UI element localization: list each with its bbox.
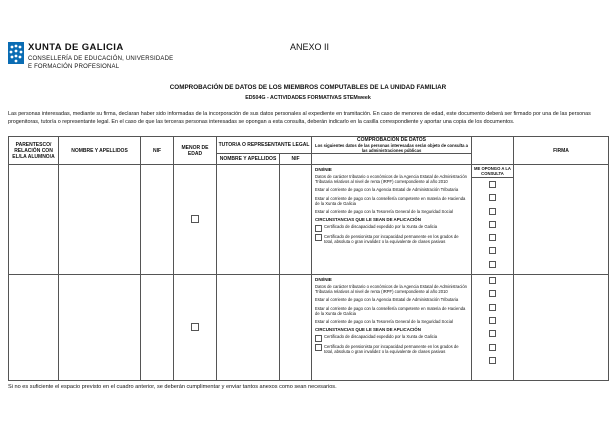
header-nombre: NOMBRE Y APELLIDOS — [59, 137, 141, 165]
oponer-cell — [472, 165, 514, 275]
consents-cell — [312, 165, 472, 275]
document-title: COMPROBACIÓN DE DATOS DE LOS MIEMBROS COMPUTABLES DE LA UNIDAD FAMILIAR — [169, 84, 447, 91]
header-tutor-nombre: NOMBRE Y APELLIDOS — [217, 154, 280, 165]
tutor-nombre-cell[interactable] — [217, 165, 280, 275]
oponer-header: ME OPONGO A LA CONSULTA — [472, 165, 513, 178]
footer-note: Si no es suficiente el espacio previsto en el cuadro anterior, se deberán cumplimentar y enviar tantos anexos como sean necesarios. — [8, 384, 337, 390]
cert-discapacidad-checkbox[interactable] — [315, 335, 322, 342]
oponer-checkbox[interactable] — [489, 330, 496, 337]
header-comprobacion-sub: Los siguientes datos de las personas interesadas serán objeto de consulta a las administraciones públicas — [315, 143, 468, 153]
oponer-checkbox[interactable] — [489, 290, 496, 297]
circumstances-label: CIRCUNSTANCIAS QUE LE SEAN DE APLICACIÓN — [315, 217, 421, 223]
oponer-checkbox[interactable] — [489, 234, 496, 241]
tutor-nombre-cell[interactable] — [217, 275, 280, 381]
consent-aeat: Estar al corriente de pago con la Agencia Estatal de Administración Tributaria — [315, 297, 459, 303]
consent-hacienda: Estar al corriente de pago con la consellería competente en materia de Hacienda de la Xunta de Galicia — [315, 305, 466, 316]
nif-cell[interactable] — [141, 275, 174, 381]
parentesco-cell[interactable] — [9, 275, 59, 381]
oponer-checkbox[interactable] — [489, 247, 496, 254]
header-oponer-spacer — [472, 137, 514, 165]
document-subtitle: ED504G - ACTIVIDADES FORMATIVAS STEMweek — [245, 95, 371, 101]
family-members-table — [8, 136, 609, 381]
header-tutor-nif: NIF — [280, 154, 312, 165]
annex-label: ANEXO II — [290, 42, 330, 52]
consent-hacienda: Estar al corriente de pago con la consellería competente en materia de Hacienda de la Xunta de Galicia — [315, 195, 466, 206]
member-row-2 — [9, 275, 609, 381]
nombre-cell[interactable] — [59, 165, 141, 275]
cert-pensionista-label: Certificado de pensionista por incapacidad permanente en los grados de total, absoluta o gran invalidez o la equivalente de clases pasivas — [324, 343, 459, 354]
header-menor: MENOR DE EDAD — [174, 137, 217, 165]
member-row-1 — [9, 165, 609, 275]
consent-ss: Estar al corriente de pago con la Tesorería General de la Seguridad Social — [315, 209, 453, 215]
oponer-checkbox[interactable] — [489, 317, 496, 324]
intro-paragraph: Las personas interesadas, mediante su firma, declaran haber sido informadas de la incorporación de sus datos personales al expediente en tramitación. En caso de menores de edad, este documento deberá ser firmado por una de las personas progenitoras, tutor/a o representante legal. En el caso de que las terceras personas interesadas se opongan a esta consulta, deberán indicarlo en la casilla correspondiente y aportar una copia de los documentos. — [8, 111, 591, 125]
parentesco-cell[interactable] — [9, 165, 59, 275]
nif-cell[interactable] — [141, 165, 174, 275]
header-comprobacion — [312, 137, 472, 154]
firma-cell[interactable] — [514, 165, 609, 275]
oponer-checkbox[interactable] — [489, 357, 496, 364]
cert-pensionista-checkbox[interactable] — [315, 234, 322, 241]
cert-discapacidad-label: Certificado de discapacidad expedido por la Xunta de Galicia — [324, 334, 438, 340]
menor-cell — [174, 275, 217, 381]
cert-pensionista-label: Certificado de pensionista por incapacidad permanente en los grados de total, absoluta o gran invalidez o la equivalente de clases pasivas — [324, 233, 459, 244]
tutor-nif-cell[interactable] — [280, 275, 312, 381]
oponer-checkbox[interactable] — [489, 261, 496, 268]
consent-aeat: Estar al corriente de pago con la Agencia Estatal de Administración Tributaria — [315, 187, 459, 193]
oponer-checkbox[interactable] — [489, 181, 496, 188]
xunta-logo — [8, 42, 24, 64]
cert-pensionista-checkbox[interactable] — [315, 344, 322, 351]
menor-cell — [174, 165, 217, 275]
header-parentesco: PARENTESCO/ RELACIÓN CON EL/LA ALUMNO/A — [9, 137, 59, 165]
header-comprobacion-title: COMPROBACIÓN DE DATOS — [357, 137, 426, 143]
consent-ss: Estar al corriente de pago con la Tesorería General de la Seguridad Social — [315, 319, 453, 325]
oponer-checkbox[interactable] — [489, 208, 496, 215]
oponer-checkbox[interactable] — [489, 194, 496, 201]
nombre-cell[interactable] — [59, 275, 141, 381]
consent-renta: Datos de carácter tributario o económicos de la Agencia Estatal de Administración Tributaria relativos al nivel de renta (IRPF) correspondiente al año 2010 — [315, 284, 467, 295]
header-firma: FIRMA — [514, 137, 609, 165]
cert-discapacidad-label: Certificado de discapacidad expedido por la Xunta de Galicia — [324, 224, 438, 230]
firma-cell[interactable] — [514, 275, 609, 381]
consent-dni-label: DNI/NIE — [315, 277, 332, 283]
menor-checkbox[interactable] — [191, 215, 199, 223]
brand-name: XUNTA DE GALICIA — [28, 42, 124, 53]
department-line-2: E FORMACIÓN PROFESIONAL — [28, 64, 120, 70]
consent-dni-label: DNI/NIE — [315, 167, 332, 172]
header-comprobacion-blank — [312, 154, 472, 165]
menor-checkbox[interactable] — [191, 323, 199, 331]
cert-discapacidad-checkbox[interactable] — [315, 225, 322, 232]
oponer-checkbox[interactable] — [489, 344, 496, 351]
oponer-checkbox[interactable] — [489, 304, 496, 311]
consents-cell — [312, 275, 472, 381]
circumstances-label: CIRCUNSTANCIAS QUE LE SEAN DE APLICACIÓN — [315, 327, 421, 333]
oponer-checkbox[interactable] — [489, 221, 496, 228]
consent-renta: Datos de carácter tributario o económicos de la Agencia Estatal de Administración Tributaria relativos al nivel de renta (IRPF) correspondiente al año 2010 — [315, 174, 467, 185]
header-tutor: TUTOR/A O REPRESENTANTE LEGAL — [217, 137, 312, 154]
header-nif: NIF — [141, 137, 174, 165]
tutor-nif-cell[interactable] — [280, 165, 312, 275]
oponer-cell — [472, 275, 514, 381]
department-line-1: CONSELLERÍA DE EDUCACIÓN, UNIVERSIDADE — [28, 56, 174, 62]
oponer-checkbox[interactable] — [489, 277, 496, 284]
